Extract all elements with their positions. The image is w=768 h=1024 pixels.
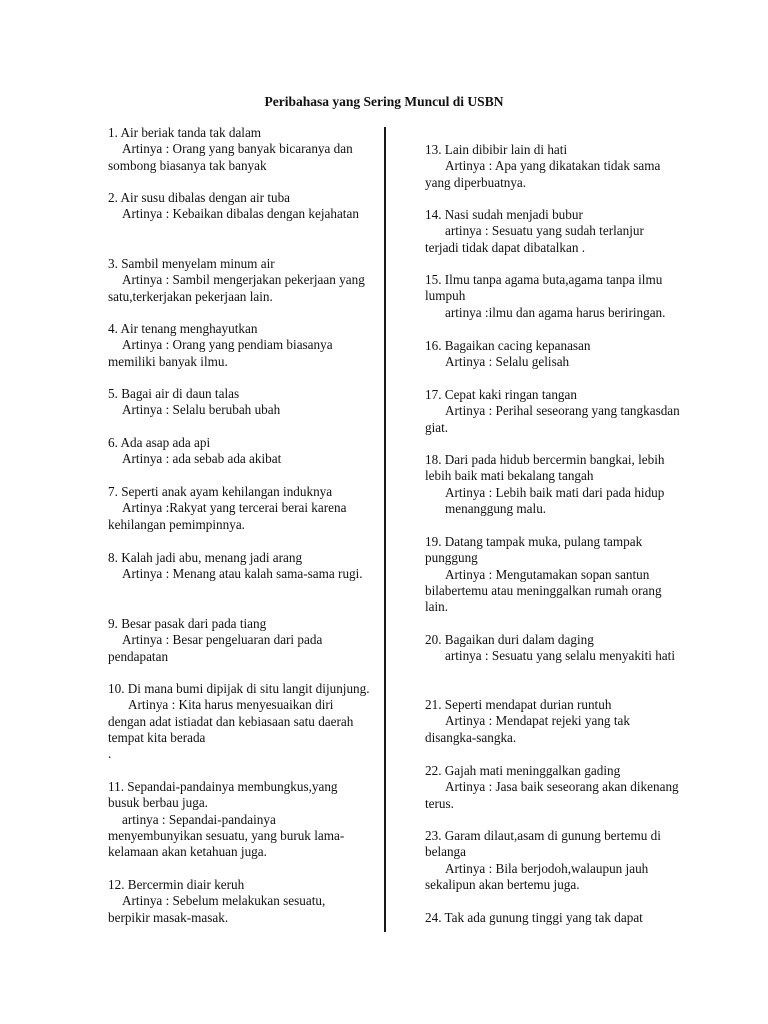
proverb-meaning: Artinya : Jasa baik seseorang akan dikenang terus. bbox=[425, 779, 679, 811]
proverb-item-13 bbox=[425, 142, 680, 191]
proverb-meaning: artinya : Sesuatu yang selalu menyakiti hati bbox=[445, 648, 675, 664]
proverb-meaning: Artinya : Bila berjodoh,walaupun jauh sekalipun akan bertemu juga. bbox=[425, 860, 649, 892]
proverb-item-2 bbox=[108, 190, 370, 223]
proverb-item-16 bbox=[425, 338, 680, 371]
proverb-meaning: Artinya : Apa yang dikatakan tidak sama yang diperbuatnya. bbox=[425, 158, 661, 190]
column-divider bbox=[384, 127, 386, 932]
proverb-item-4 bbox=[108, 321, 370, 370]
proverb-item-11 bbox=[108, 779, 370, 860]
proverb-item-12 bbox=[108, 877, 370, 926]
proverb-meaning: Artinya : Mendapat rejeki yang tak disangka-sangka. bbox=[425, 713, 630, 745]
proverb-title: 20. Bagaikan duri dalam daging bbox=[425, 632, 594, 647]
proverb-item-5 bbox=[108, 386, 370, 419]
proverb-title: 14. Nasi sudah menjadi bubur bbox=[425, 207, 583, 222]
proverb-title: 10. Di mana bumi dipijak di situ langit dijunjung. bbox=[108, 681, 370, 696]
proverb-title: 2. Air susu dibalas dengan air tuba bbox=[108, 190, 291, 205]
proverb-title: 11. Sepandai-pandainya membungkus,yang busuk berbau juga. bbox=[108, 779, 338, 811]
page-title: Peribahasa yang Sering Muncul di USBN bbox=[264, 94, 504, 109]
proverb-item-23 bbox=[425, 828, 680, 893]
proverb-title: 1. Air beriak tanda tak dalam bbox=[108, 125, 262, 140]
proverb-meaning: Artinya : Mengutamakan sopan santun bilabertemu atau meninggalkan rumah orang lain. bbox=[425, 566, 662, 615]
proverb-meaning: artinya : Sesuatu yang sudah terlanjur terjadi tidak dapat dibatalkan . bbox=[425, 223, 644, 255]
proverb-item-22 bbox=[425, 763, 680, 812]
proverb-item-18 bbox=[425, 452, 680, 517]
proverb-meaning: Artinya : Lebih baik mati dari pada hidup menanggung malu. bbox=[445, 484, 665, 516]
proverb-item-6 bbox=[108, 435, 370, 468]
proverb-meaning: Artinya : Perihal seseorang yang tangkasdan giat. bbox=[425, 403, 680, 435]
proverb-meaning: Artinya : Menang atau kalah sama-sama rugi. bbox=[122, 566, 363, 582]
proverb-item-24 bbox=[425, 910, 680, 926]
proverb-meaning: Artinya : Selalu gelisah bbox=[445, 354, 570, 370]
proverb-meaning: artinya :ilmu dan agama harus beriringan. bbox=[445, 304, 666, 320]
proverb-item-3 bbox=[108, 256, 370, 305]
proverb-item-21 bbox=[425, 697, 680, 746]
proverb-item-8 bbox=[108, 550, 370, 583]
proverb-item-20 bbox=[425, 632, 680, 665]
proverb-title: 18. Dari pada hidub bercermin bangkai, lebih lebih baik mati bekalang tangah bbox=[425, 452, 665, 484]
proverb-title: 16. Bagaikan cacing kepanasan bbox=[425, 338, 591, 353]
proverb-item-19 bbox=[425, 534, 680, 615]
proverb-meaning: artinya : Sepandai-pandainya menyembunyikan sesuatu, yang buruk lama-kelamaan akan ketahuan juga. bbox=[108, 811, 345, 860]
proverb-item-15 bbox=[425, 272, 680, 321]
proverb-title: 6. Ada asap ada api bbox=[108, 435, 211, 450]
proverb-item-14 bbox=[425, 207, 680, 256]
proverb-title: 17. Cepat kaki ringan tangan bbox=[425, 387, 577, 402]
proverb-item-17 bbox=[425, 387, 680, 436]
proverb-title: 19. Datang tampak muka, pulang tampak punggung bbox=[425, 534, 643, 566]
proverb-meaning: Artinya : ada sebab ada akibat bbox=[122, 451, 282, 467]
proverb-title: 7. Seperti anak ayam kehilangan induknya bbox=[108, 484, 333, 499]
proverb-title: 21. Seperti mendapat durian runtuh bbox=[425, 697, 612, 712]
proverb-meaning: Artinya : Kebaikan dibalas dengan kejahatan bbox=[122, 206, 359, 222]
proverb-title: 13. Lain dibibir lain di hati bbox=[425, 142, 568, 157]
proverb-title: 9. Besar pasak dari pada tiang bbox=[108, 616, 267, 631]
proverb-meaning: Artinya : Orang yang pendiam biasanya memiliki banyak ilmu. bbox=[108, 337, 333, 369]
proverb-meaning: Artinya : Selalu berubah ubah bbox=[122, 402, 281, 418]
proverb-title: 5. Bagai air di daun talas bbox=[108, 386, 240, 401]
proverb-item-7 bbox=[108, 484, 370, 533]
proverb-title: 8. Kalah jadi abu, menang jadi arang bbox=[108, 550, 303, 565]
proverb-title: 4. Air tenang menghayutkan bbox=[108, 321, 258, 336]
proverb-meaning: Artinya :Rakyat yang tercerai berai karena kehilangan pemimpinnya. bbox=[108, 500, 347, 532]
proverb-title: 3. Sambil menyelam minum air bbox=[108, 256, 275, 271]
proverb-item-9 bbox=[108, 616, 370, 665]
proverb-title: 23. Garam dilaut,asam di gunung bertemu di belanga bbox=[425, 828, 661, 860]
proverb-title: 15. Ilmu tanpa agama buta,agama tanpa ilmu lumpuh bbox=[425, 272, 663, 304]
proverb-meaning: Artinya : Sambil mengerjakan pekerjaan yang satu,terkerjakan pekerjaan lain. bbox=[108, 272, 365, 304]
proverb-meaning: Artinya : Orang yang banyak bicaranya dan sombong biasanya tak banyak bbox=[108, 141, 353, 173]
proverb-item-1 bbox=[108, 125, 370, 174]
proverb-meaning: Artinya : Sebelum melakukan sesuatu, berpikir masak-masak. bbox=[108, 893, 326, 925]
proverb-title: 24. Tak ada gunung tinggi yang tak dapat bbox=[425, 910, 643, 925]
proverb-title: 12. Bercermin diair keruh bbox=[108, 877, 245, 892]
proverb-item-10 bbox=[108, 681, 370, 760]
proverb-meaning: Artinya : Besar pengeluaran dari pada pendapatan bbox=[108, 632, 323, 664]
stray-period: . bbox=[108, 746, 112, 762]
proverb-title: 22. Gajah mati meninggalkan gading bbox=[425, 763, 621, 778]
proverb-meaning: Artinya : Kita harus menyesuaikan diri dengan adat istiadat dan kebiasaan satu daerah tempat kita berada bbox=[108, 697, 354, 745]
